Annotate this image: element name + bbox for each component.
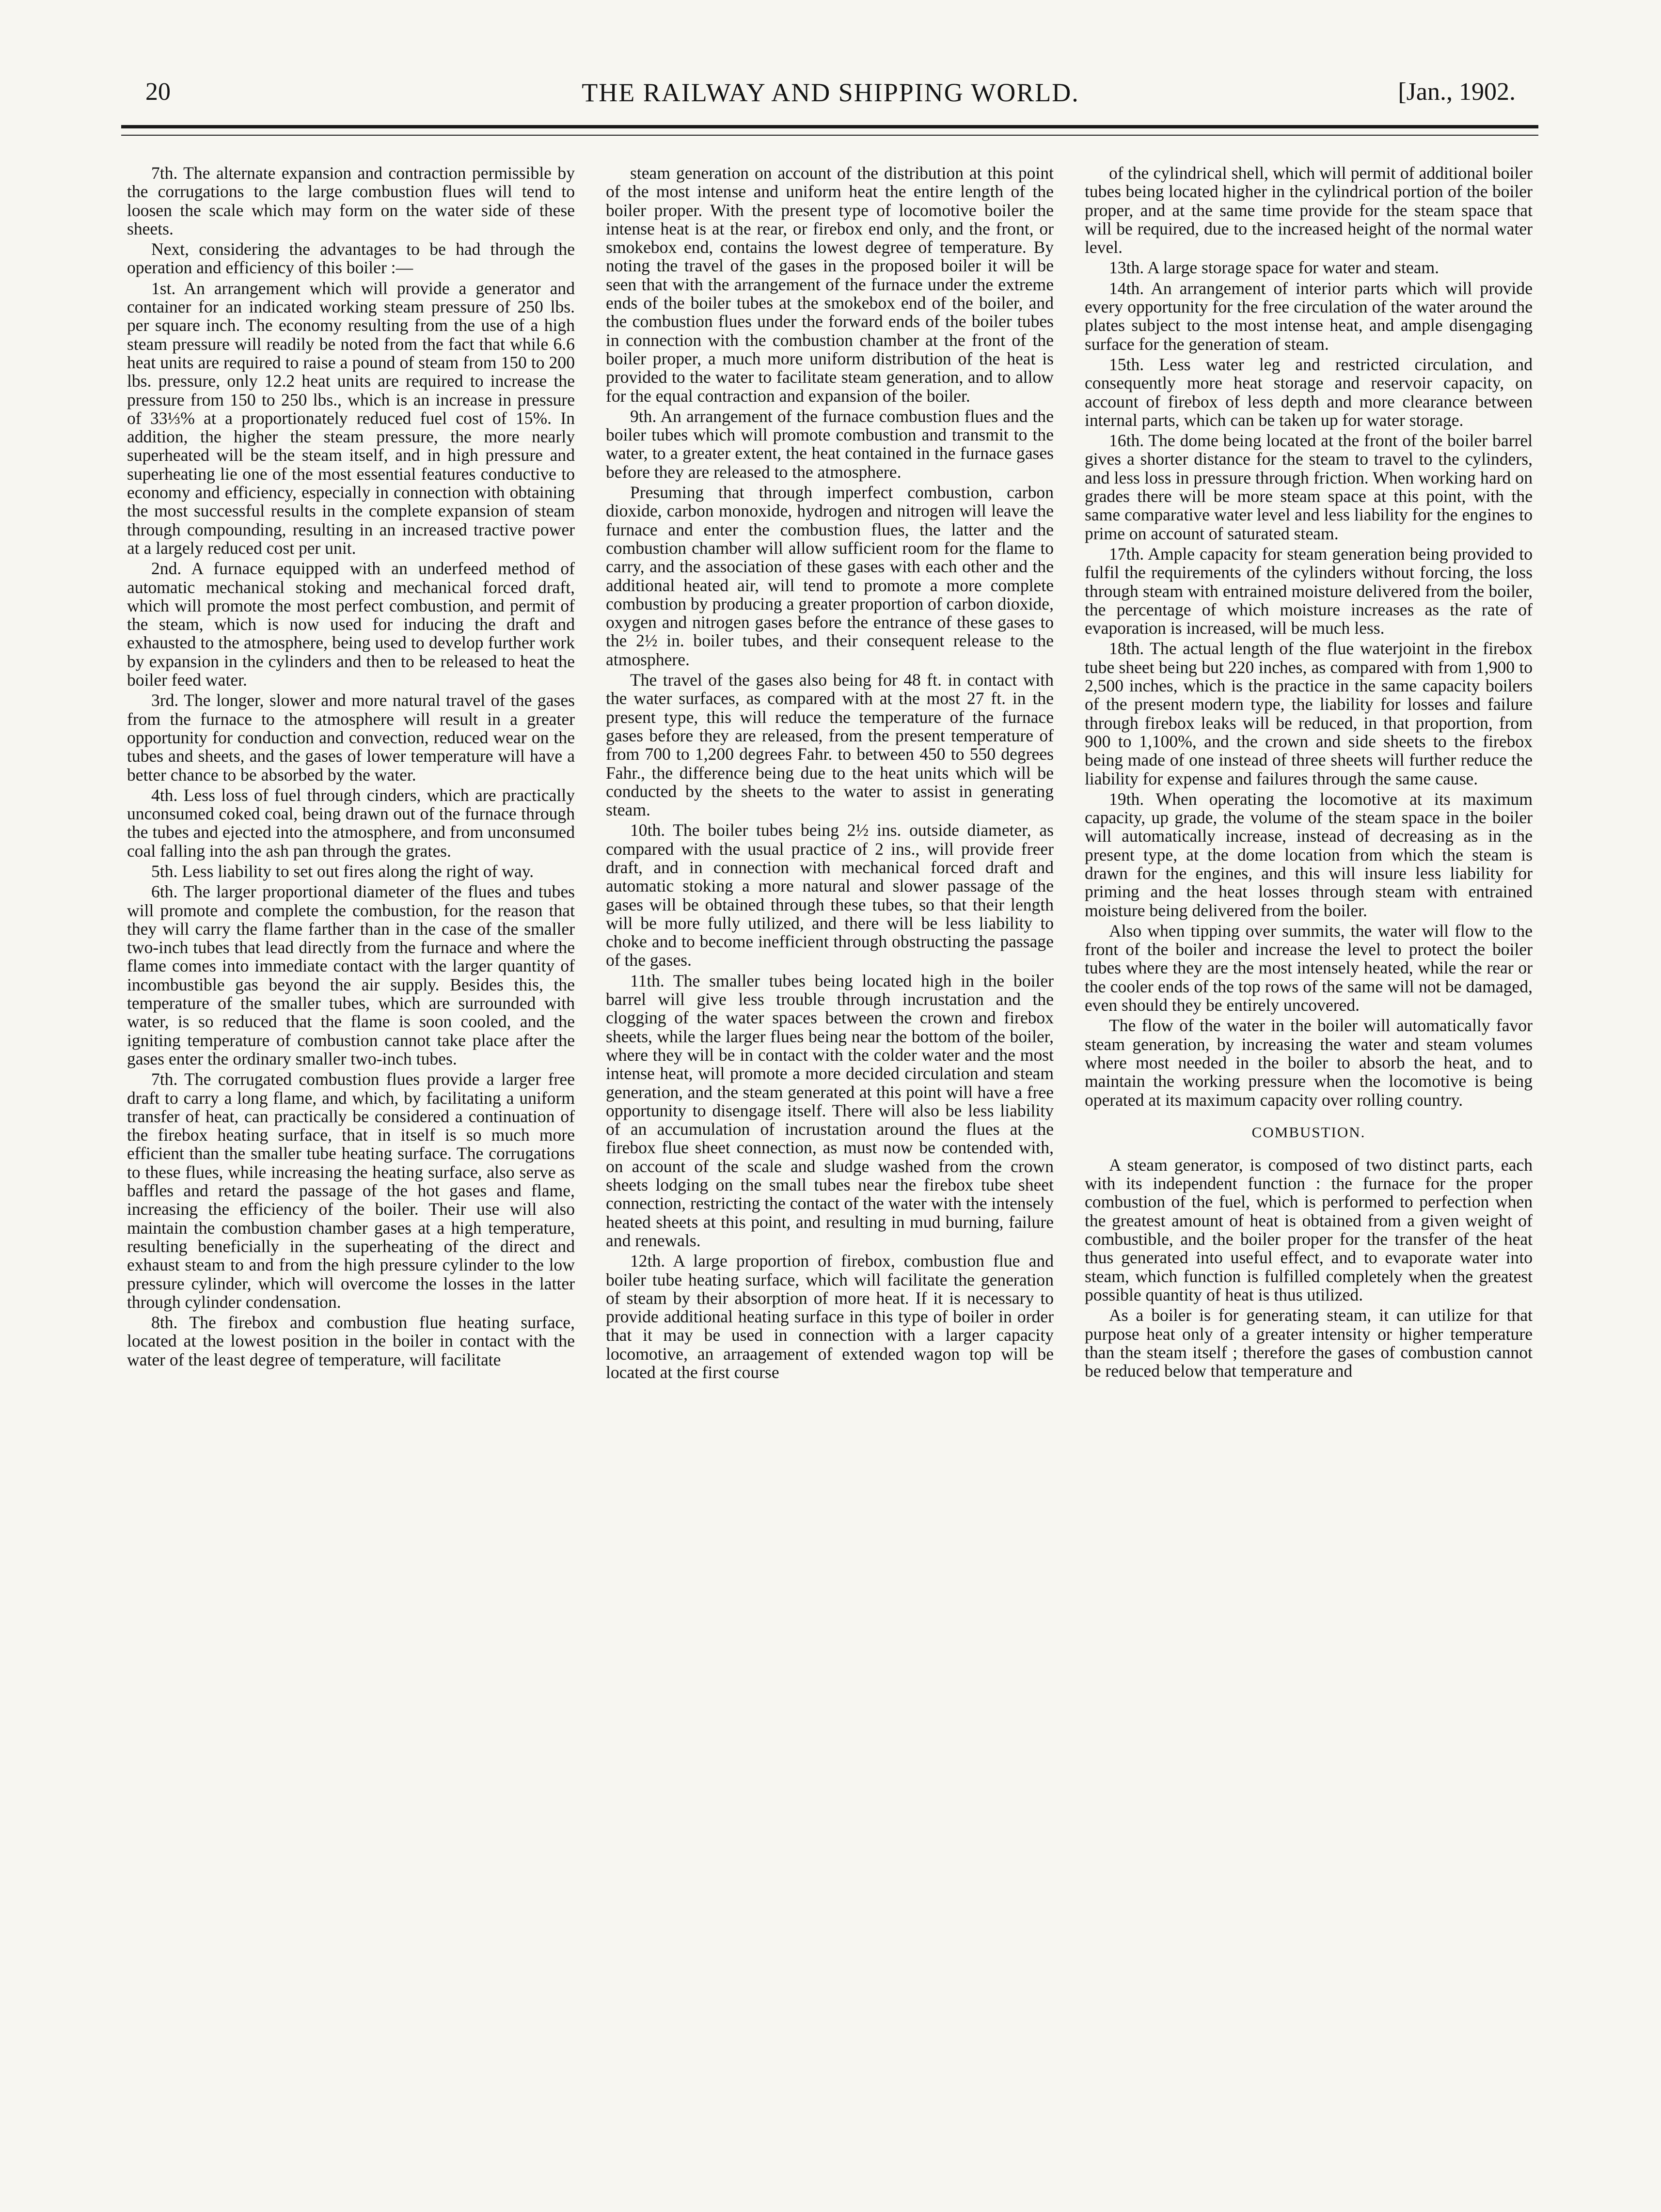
paragraph: 5th. Less liability to set out fires along the right of way. [151,861,534,881]
paragraph: The travel of the gases also being for 48 ft. in contact with the water surfaces, as compared with at the most 27 ft. in the present type, this will reduce the temperature of the furnace gases before they are released, from the present temperature of from 700 to 1,200 degrees Fahr. to between 450 to 550 degrees Fahr., the difference being due to the heat units which will be conducted by the sheets to the water to assist in generating steam. [606,670,1054,820]
column-left [127,164,575,2165]
paragraph: 4th. Less loss of fuel through cinders, which are practically unconsumed coked coal, being drawn out of the furnace through the tubes and ejected into the atmosphere, and from unconsumed coal falling into the ash pan through the grates. [127,785,575,861]
section-heading: COMBUSTION. [1251,1123,1366,1141]
paragraph: 9th. An arrangement of the furnace combustion flues and the boiler tubes which will promote combustion and transmit to the water, to a greater extent, the heat contained in the furnace gases before they are released to the atmosphere. [606,406,1054,482]
paragraph: 19th. When operating the locomotive at its maximum capacity, up grade, the volume of the steam space in the boiler will automatically increase, instead of decreasing as in the present type, at the dome location from which the steam is drawn for the engines, and this will insure less liability for priming and the heat losses through steam with entrained moisture being delivered from the boiler. [1085,789,1533,920]
paragraph: Also when tipping over summits, the water will flow to the front of the boiler and increase the level to protect the boiler tubes where they are the most intensely heated, while the rear or the cooler ends of the top rows of the same will not be damaged, even should they be entirely uncovered. [1085,921,1533,1015]
header-rule-thick [121,125,1538,128]
paragraph: 11th. The smaller tubes being located high in the boiler barrel will give less trouble through incrustation and the clogging of the water spaces between the crown and firebox sheets, while the larger flues being near the bottom of the boiler, where they will be in contact with the colder water and the most intense heat, will promote a more decided circulation and steam generation, and the steam generated at this point will have a free opportunity to disengage itself. There will also be less liability of an accumulation of incrustation around the flues at the firebox flue sheet connection, as must now be contended with, on account of the scale and sludge washed from the crown sheets lodging on the small tubes near the firebox tube sheet connection, restricting the contact of the water with the intensely heated sheets at this point, and resulting in mud burning, failure and renewals. [606,971,1054,1250]
paragraph: 13th. A large storage space for water and steam. [1109,258,1440,278]
paragraph: As a boiler is for generating steam, it can utilize for that purpose heat only of a greater intensity or higher temperature than the steam itself ; therefore the gases of combustion cannot be reduced below that temperature and [1085,1305,1533,1381]
page-header [145,78,1516,116]
paragraph: Next, considering the advantages to be had through the operation and efficiency of this boiler :— [127,239,575,278]
paragraph: 6th. The larger proportional diameter of the flues and tubes will promote and complete the combustion, for the reason that they will carry the flame farther than in the case of the smaller two-inch tubes that lead directly from the furnace and where the flame comes into immediate contact with the larger quantity of incombustible gas beyond the air supply. Besides this, the temperature of the smaller tubes, which are surrounded with water, is so reduced that the flame is soon cooled, and the igniting temperature of combustion cannot take place after the gases enter the ordinary smaller two-inch tubes. [127,882,575,1068]
paragraph: 1st. An arrangement which will provide a generator and container for an indicated working steam pressure of 250 lbs. per square inch. The economy resulting from the use of a high steam pressure will readily be noted from the fact that while 6.6 heat units are required to raise a pound of steam from 150 to 200 lbs. pressure, only 12.2 heat units are required to increase the pressure from 150 to 250 lbs., which is an increase in pressure of 33⅓% at a proportionately reduced fuel cost of 15%. In addition, the higher the steam pressure, the more nearly superheated will be the steam itself, and in high pressure and superheating lie one of the most essential features conductive to economy and efficiency, especially in connection with obtaining the most successful results in the complete expansion of steam through compounding, resulting in an increased tractive power at a largely reduced cost per unit. [127,278,575,558]
paragraph: 14th. An arrangement of interior parts which will provide every opportunity for the free circulation of the water around the plates subject to the most intense heat, and ample disengaging surface for the generation of steam. [1085,278,1533,354]
paragraph: of the cylindrical shell, which will permit of additional boiler tubes being located higher in the cylindrical portion of the boiler proper, and at the same time provide for the steam space that will be required, due to the increased height of the normal water level. [1085,164,1533,257]
issue-date: [Jan., 1902. [1398,78,1516,106]
paragraph: steam generation on account of the distribution at this point of the most intense and uniform heat the entire length of the boiler proper. With the present type of locomotive boiler the intense heat is at the rear, or firebox end only, and the front, or smokebox end, contains the lowest degree of temperature. By noting the travel of the gases in the proposed boiler it will be seen that with the arrangement of the furnace under the extreme ends of the boiler tubes at the smokebox end of the boiler, and the combustion flues under the forward ends of the boiler tubes in connection with the combustion chamber at the front of the boiler proper, a much more uniform distribution of the heat is provided to the water to facilitate steam generation, and to allow for the equal contraction and expansion of the boiler. [606,164,1054,406]
paragraph: 10th. The boiler tubes being 2½ ins. outside diameter, as compared with the usual practice of 2 ins., will provide freer draft, and in connection with mechanical forced draft and automatic stoking a more natural and slower passage of the gases will be obtained through these tubes, so that their length will be more fully utilized, and there will be less liability to choke and to become inefficient through obstructing the passage of the gases. [606,820,1054,970]
header-rule-thin [121,135,1538,136]
paragraph: The flow of the water in the boiler will automatically favor steam generation, by increasing the water and steam volumes where most needed in the boiler to absorb the heat, and to maintain the working pressure when the locomotive is being operated at its maximum capacity over rolling country. [1085,1016,1533,1110]
paragraph: 2nd. A furnace equipped with an underfeed method of automatic mechanical stoking and mechanical forced draft, which will promote the most perfect combustion, and permit of the steam, which is now used for inducing the draft and exhausted to the atmosphere, being used to develop further work by expansion in the cylinders and then to be released to heat the boiler feed water. [127,559,575,690]
paragraph: 18th. The actual length of the flue waterjoint in the firebox tube sheet being but 220 inches, as compared with from 1,900 to 2,500 inches, which is the practice in the same capacity boilers of the present modern type, the liability for losses and failure through firebox leaks will be reduced, in that proportion, from 900 to 1,100%, and the crown and side sheets to the firebox being made of one instead of three sheets will further reduce the liability for expense and failures through the same cause. [1085,639,1533,788]
column-right [1085,164,1533,2165]
page-number: 20 [145,78,171,106]
paragraph: 12th. A large proportion of firebox, combustion flue and boiler tube heating surface, which will facilitate the generation of steam by their absorption of more heat. If it is necessary to provide additional heating surface in this type of boiler in order that it may be used in connection with a larger capacity locomotive, an arraagement of extended wagon top will be located at the first course [606,1251,1054,1382]
paragraph: A steam generator, is composed of two distinct parts, each with its independent function : the furnace for the proper combustion of the fuel, which is performed to perfection when the greatest amount of heat is obtained from a given weight of combustible, and the boiler proper for the transfer of the heat thus generated into useful effect, and to evaporate water into steam, which function is fulfilled completely when the greatest possible quantity of heat is thus utilized. [1085,1155,1533,1304]
paragraph: 15th. Less water leg and restricted circulation, and consequently more heat storage and reservoir capacity, on account of firebox of less depth and more clearance between internal parts, which can be taken up for water storage. [1085,354,1533,430]
paragraph: Presuming that through imperfect combustion, carbon dioxide, carbon monoxide, hydrogen and nitrogen will leave the furnace and enter the combustion flues, the latter and the combustion chamber will allow sufficient room for the flame to carry, and the association of these gases with each other and the additional heated air, will tend to promote a more complete combustion by producing a greater proportion of carbon dioxide, oxygen and nitrogen gases before the entrance of these gases to the 2½ in. boiler tubes, and their consequent release to the atmosphere. [606,483,1054,669]
paragraph: 7th. The corrugated combustion flues provide a larger free draft to carry a long flame, and which, by facilitating a uniform transfer of heat, can practically be considered a continuation of the firebox heating surface, that in itself is so much more efficient than the smaller tube heating surface. The corrugations to these flues, while increasing the heating surface, also serve as baffles and retard the passage of the hot gases and flame, increasing the efficiency of the boiler. Their use will also maintain the combustion chamber gases at a high temperature, resulting beneficially in the superheating of the direct and exhaust steam to and from the high pressure cylinder to the low pressure cylinder, which will overcome the losses in the latter through cylinder condensation. [127,1069,575,1312]
article-columns [127,164,1533,2165]
paragraph: 8th. The firebox and combustion flue heating surface, located at the lowest position in the boiler in contact with the water of the least degree of temperature, will facilitate [127,1313,575,1369]
paragraph: 3rd. The longer, slower and more natural travel of the gases from the furnace to the atmosphere will result in a greater opportunity for conduction and convection, reduced wear on the tubes and sheets, and the gases of lower temperature will have a better chance to be absorbed by the water. [127,690,575,784]
journal-title: THE RAILWAY AND SHIPPING WORLD. [582,78,1079,107]
paragraph: 7th. The alternate expansion and contraction permissible by the corrugations to the large combustion flues will tend to loosen the scale which may form on the water side of these sheets. [127,164,575,238]
paragraph: 17th. Ample capacity for steam generation being provided to fulfil the requirements of the cylinders without forcing, the loss through steam with entrained moisture delivered from the boiler, the percentage of which moisture increases as the rate of evaporation is increased, will be much less. [1085,544,1533,638]
column-middle [606,164,1054,2165]
paragraph: 16th. The dome being located at the front of the boiler barrel gives a shorter distance for the steam to travel to the cylinders, and less loss in pressure through friction. When working hard on grades there will be more steam space at this point, with the same comparative water level and less liability for the engines to prime on account of saturated steam. [1085,431,1533,543]
